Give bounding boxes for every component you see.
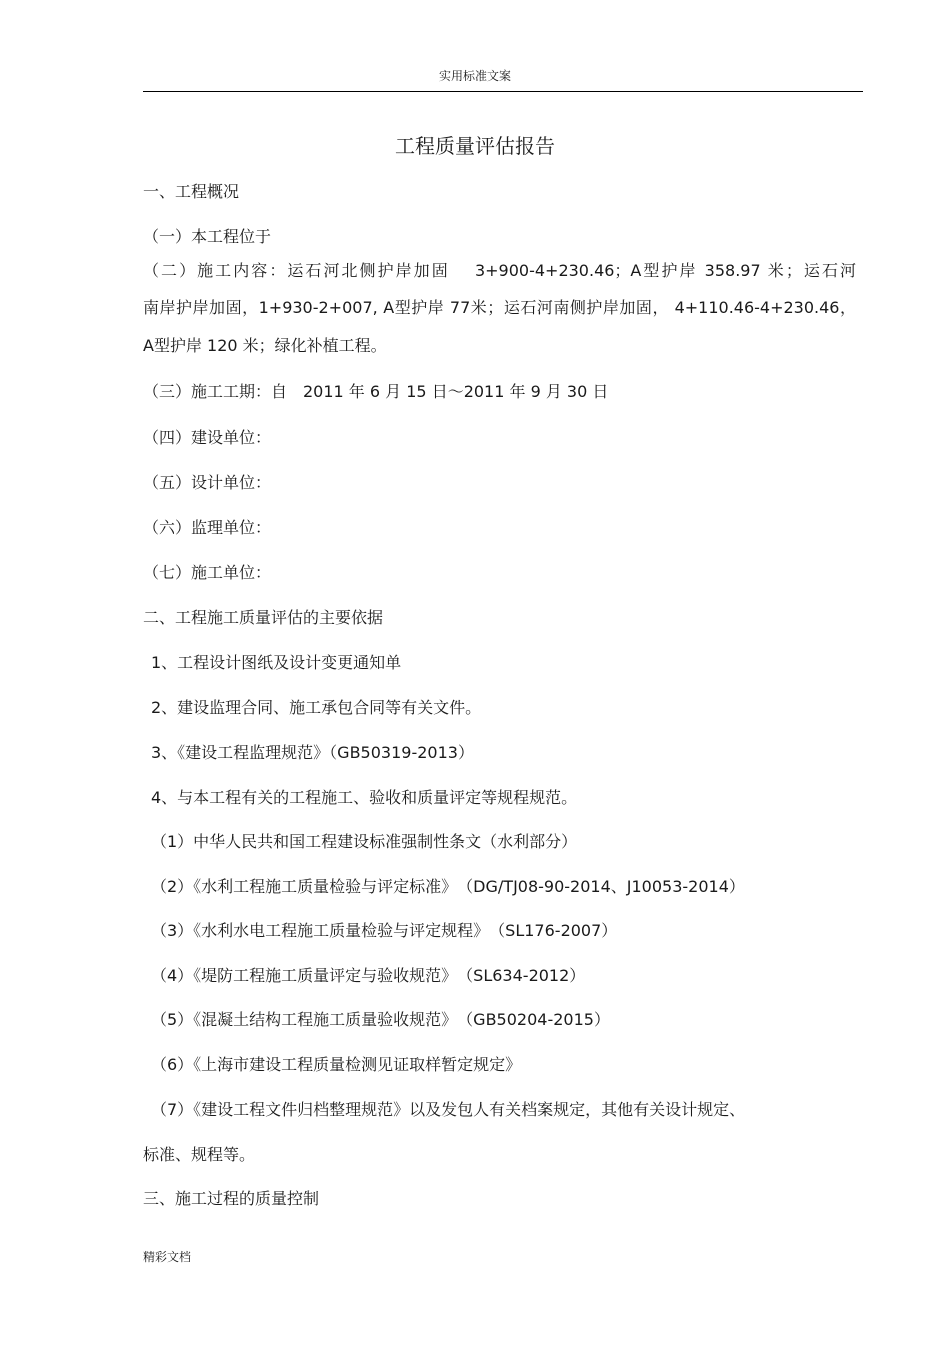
- overview-item-3: （三）施工工期：自 2011 年 6 月 15 日～2011 年 9 月 30 日: [143, 382, 609, 401]
- overview-item-2-line-2: 南岸护岸加固，1+930-2+007, A型护岸 77米；运石河南侧护岸加固， 4+110.46-4+230.46，: [143, 298, 856, 317]
- basis-item-4: 4、与本工程有关的工程施工、验收和质量评定等规程规范。: [151, 788, 578, 807]
- overview-item-5: （五）设计单位：: [143, 473, 272, 492]
- standard-item-7-line-1: （7）《建设工程文件归档整理规范》以及发包人有关档案规定，其他有关设计规定、: [151, 1100, 746, 1119]
- overview-item-6: （六）监理单位：: [143, 518, 272, 537]
- section-heading-1: 一、工程概况: [143, 182, 240, 201]
- basis-item-2: 2、建设监理合同、施工承包合同等有关文件。: [151, 698, 482, 717]
- page-footer: 精彩文档: [143, 1250, 192, 1264]
- overview-item-1: （一）本工程位于: [143, 227, 272, 246]
- standard-item-5: （5）《混凝土结构工程施工质量验收规范》 （GB50204-2015）: [151, 1010, 610, 1029]
- standard-item-7-line-2: 标准、规程等。: [143, 1145, 256, 1164]
- document-title: 工程质量评估报告: [395, 134, 555, 158]
- overview-item-2-line-3: A型护岸 120 米；绿化补植工程。: [143, 336, 387, 355]
- standard-item-6: （6）《上海市建设工程质量检测见证取样暂定规定》: [151, 1055, 522, 1074]
- standard-item-4: （4）《堤防工程施工质量评定与验收规范》 （SL634-2012）: [151, 966, 586, 985]
- standard-item-2: （2）《水利工程施工质量检验与评定标准》 （DG/TJ08-90-2014、J10053-2014）: [151, 877, 745, 896]
- standard-item-1: （1）中华人民共和国工程建设标准强制性条文（水利部分）: [151, 832, 578, 851]
- header-rule: [143, 91, 863, 92]
- basis-item-3: 3、《建设工程监理规范》（GB50319-2013）: [151, 743, 474, 762]
- overview-item-2-line-1: （二）施工内容：运石河北侧护岸加固 3+900-4+230.46；A型护岸 358.97 米；运石河: [143, 261, 856, 280]
- overview-item-4: （四）建设单位：: [143, 428, 272, 447]
- basis-item-1: 1、工程设计图纸及设计变更通知单: [151, 653, 402, 672]
- section-heading-3: 三、施工过程的质量控制: [143, 1189, 320, 1208]
- page-header: 实用标准文案: [438, 69, 511, 83]
- standard-item-3: （3）《水利水电工程施工质量检验与评定规程》 （SL176-2007）: [151, 921, 618, 940]
- overview-item-7: （七）施工单位：: [143, 563, 272, 582]
- section-heading-2: 二、工程施工质量评估的主要依据: [143, 608, 384, 627]
